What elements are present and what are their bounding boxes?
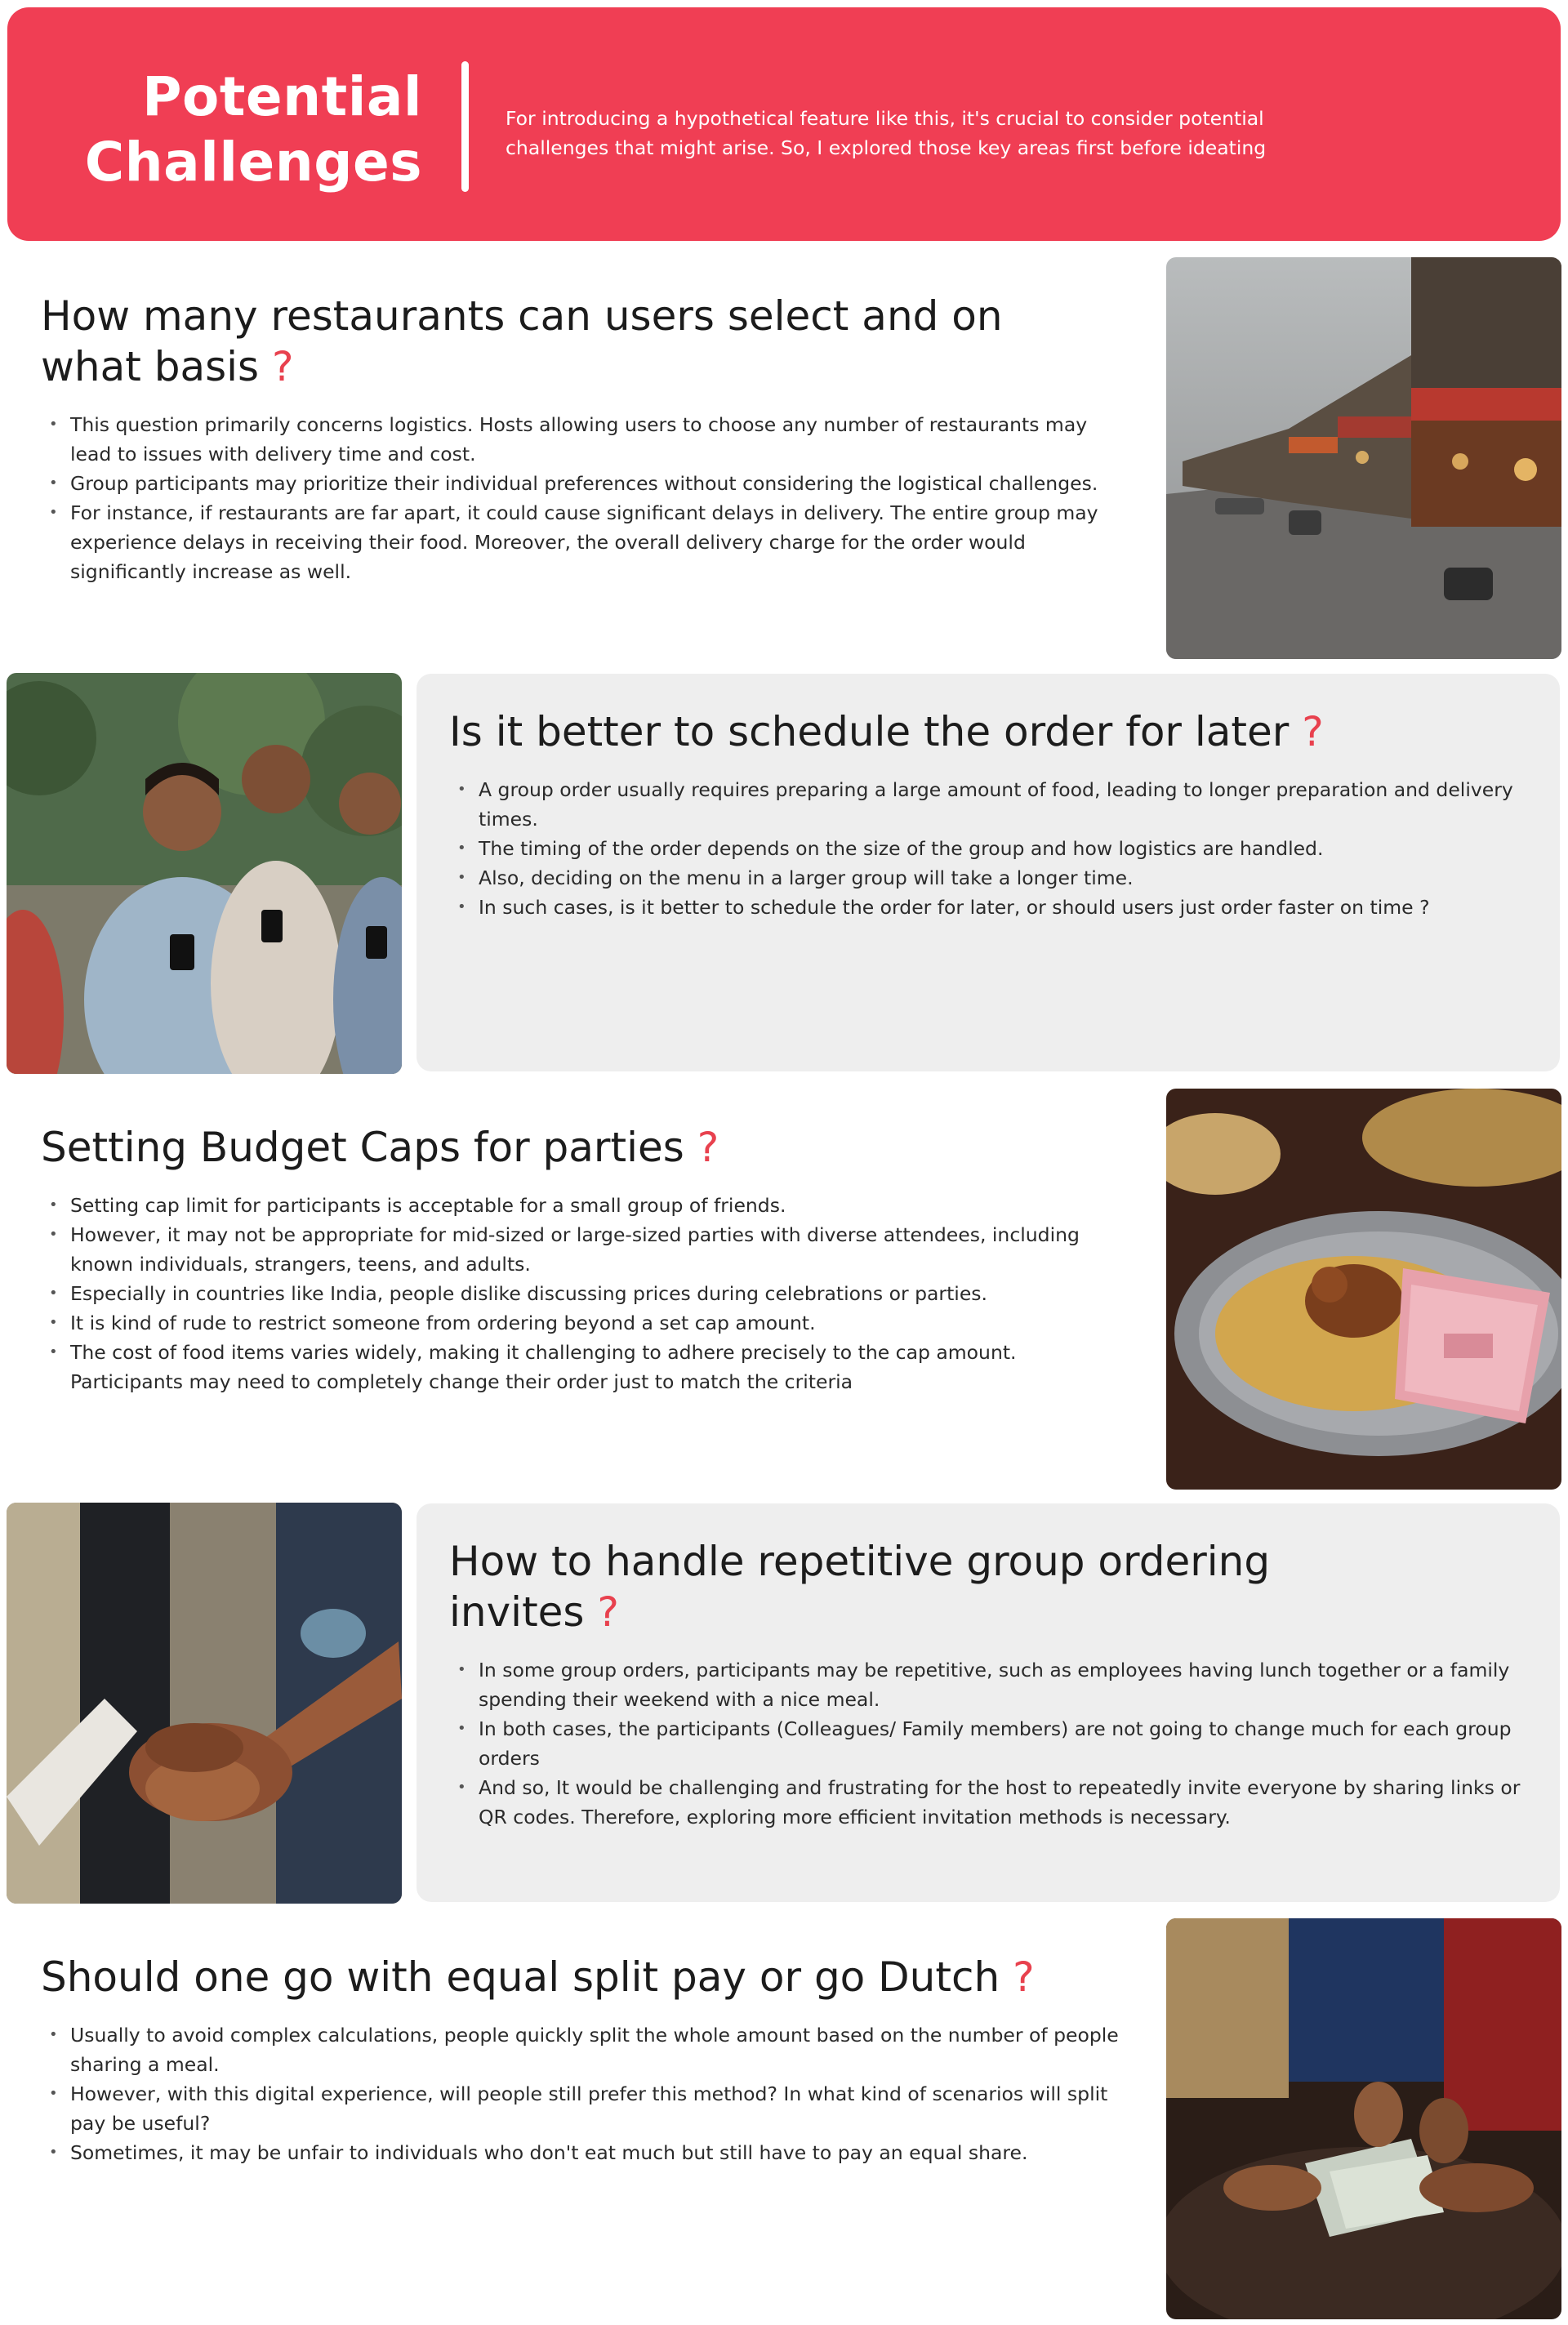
list-item: • However, with this digital experience, will people still prefer this method? In what kind of scenarios will split pay be useful? [41, 2079, 1127, 2138]
section-split-pay [41, 1952, 1127, 2167]
list-item: • Group participants may prioritize their individual preferences without considering the logistical challenges. [41, 469, 1127, 498]
section-budget-caps [41, 1122, 1127, 1396]
header-banner [7, 7, 1561, 241]
list-item: • In such cases, is it better to schedule the order for later, or should users just order faster on time ? [449, 893, 1535, 922]
people-using-phones-photo [7, 673, 402, 1074]
section-title-text: Should one go with equal split pay or go Dutch [41, 1953, 1000, 2001]
intro-line-2: challenges that might arise. So, I explored those key areas first before ideating [506, 136, 1267, 159]
bullet-list [449, 1655, 1535, 1832]
list-item: • The timing of the order depends on the size of the group and how logistics are handled. [449, 834, 1535, 863]
page-title-line-1: Potential [142, 65, 422, 128]
section-title-text: Setting Budget Caps for parties [41, 1124, 684, 1171]
list-item: • Usually to avoid complex calculations, people quickly split the whole amount based on the number of people sharing a meal. [41, 2020, 1127, 2079]
biryani-and-money-photo [1166, 1089, 1561, 1490]
question-mark-icon: ? [1013, 1953, 1035, 2001]
bullet-list [41, 410, 1127, 586]
intro-line-1: For introducing a hypothetical feature like this, it's crucial to consider potential [506, 107, 1264, 130]
joined-hands-photo [7, 1503, 402, 1904]
list-item: • In some group orders, participants may be repetitive, such as employees having lunch together or a family spending their weekend with a nice meal. [449, 1655, 1535, 1714]
section-title-text: How to handle repetitive group ordering invites [449, 1538, 1271, 1636]
section-title [41, 291, 1054, 392]
list-item: • A group order usually requires preparing a large amount of food, leading to longer preparation and delivery times. [449, 775, 1535, 834]
section-title [449, 1536, 1315, 1637]
street-restaurants-photo [1166, 257, 1561, 659]
question-mark-icon: ? [697, 1124, 719, 1171]
list-item: • Sometimes, it may be unfair to individuals who don't eat much but still have to pay an equal share. [41, 2138, 1127, 2167]
page-title [85, 65, 422, 195]
list-item: • Setting cap limit for participants is acceptable for a small group of friends. [41, 1191, 1127, 1220]
section-title [41, 1122, 1127, 1173]
section-repetitive-invites [449, 1536, 1535, 1832]
list-item: • Especially in countries like India, people dislike discussing prices during celebrations or parties. [41, 1279, 1127, 1308]
bullet-list [41, 2020, 1127, 2167]
splitting-cash-photo [1166, 1918, 1561, 2319]
section-title-text: Is it better to schedule the order for later [449, 708, 1290, 755]
section-restaurant-selection [41, 291, 1127, 586]
section-title [41, 1952, 1127, 2002]
list-item: • In both cases, the participants (Colleagues/ Family members) are not going to change much for each group orders [449, 1714, 1535, 1773]
list-item: • However, it may not be appropriate for mid-sized or large-sized parties with diverse attendees, including known individuals, strangers, teens, and adults. [41, 1220, 1127, 1279]
bullet-list [449, 775, 1535, 922]
section-title-text: How many restaurants can users select and on what basis [41, 292, 1003, 390]
list-item: • This question primarily concerns logistics. Hosts allowing users to choose any number of restaurants may lead to issues with delivery time and cost. [41, 410, 1127, 469]
page-title-line-2: Challenges [84, 131, 422, 194]
question-mark-icon: ? [272, 343, 294, 390]
question-mark-icon: ? [597, 1588, 619, 1636]
list-item: • The cost of food items varies widely, making it challenging to adhere precisely to the cap amount. Participants may need to completely change their order just to match the criteria [41, 1338, 1127, 1396]
question-mark-icon: ? [1302, 708, 1324, 755]
list-item: • Also, deciding on the menu in a larger group will take a longer time. [449, 863, 1535, 893]
list-item: • And so, It would be challenging and frustrating for the host to repeatedly invite everyone by sharing links or QR codes. Therefore, exploring more efficient invitation methods is necessary. [449, 1773, 1535, 1832]
section-schedule-order [449, 706, 1535, 922]
list-item: • For instance, if restaurants are far apart, it could cause significant delays in delivery. The entire group may experience delays in receiving their food. Moreover, the overall delivery charge for the order would significantly increase as well. [41, 498, 1127, 586]
section-title [449, 706, 1535, 757]
bullet-list [41, 1191, 1127, 1396]
intro-text [506, 104, 1355, 163]
list-item: • It is kind of rude to restrict someone from ordering beyond a set cap amount. [41, 1308, 1127, 1338]
header-divider [461, 61, 469, 192]
